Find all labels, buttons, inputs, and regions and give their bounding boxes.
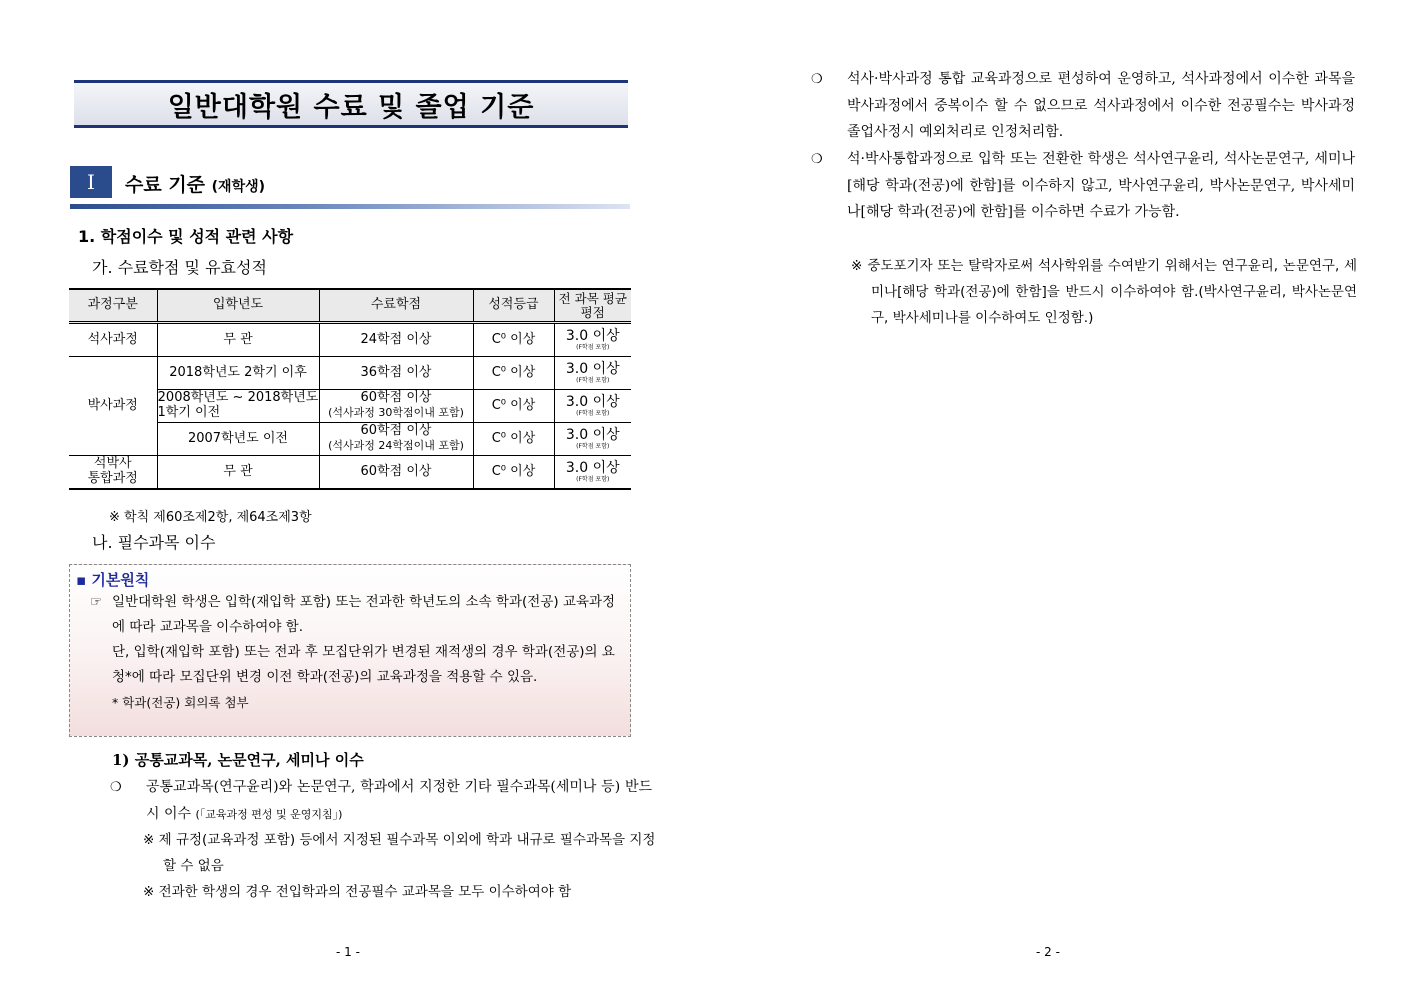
bullet-icon: ❍ <box>110 780 122 795</box>
cell-course-doctoral: 박사과정 <box>69 357 157 456</box>
principle-title: ▪ 기본원칙 <box>76 571 150 589</box>
gpa-value: 3.0 이상 <box>565 328 620 345</box>
gpa-note: (F학점 포함) <box>576 475 610 483</box>
bullet-icon: ❍ <box>811 152 823 167</box>
subheading-required-courses: 나. 필수과목 이수 <box>92 533 216 552</box>
cell-credits <box>319 390 473 423</box>
cell-grade: C⁰ 이상 <box>473 390 554 423</box>
right-bullet2-text: 석·박사통합과정으로 입학 또는 전환한 학생은 석사연구윤리, 석사논문연구, 세미나[해당 학과(전공)에 한함]를 이수하지 않고, 박사연구윤리, 박사논문연구, 박사세미나[해당 학과(전공)에 한함]를 이수하면 수료가 가능함. <box>847 151 1355 220</box>
heading-credits: 1. 학점이수 및 성적 관련 사항 <box>78 227 294 246</box>
right-bullet-integrated <box>811 66 1355 145</box>
heading-common-courses: 1) 공통교과목, 논문연구, 세미나 이수 <box>112 751 364 769</box>
principle-footnote: * 학과(전공) 회의록 첨부 <box>112 695 249 710</box>
section-divider <box>70 204 630 209</box>
note-required-rule: ※ 제 규정(교육과정 포함) 등에서 지정된 필수과목 이외에 학과 내규로 필수과목을 지정할 수 없음 <box>143 832 656 874</box>
course-line2: 통합과정 <box>87 471 138 486</box>
header-grade: 성적등급 <box>473 289 554 323</box>
right-bullet1-text: 석사·박사과정 통합 교육과정으로 편성하여 운영하고, 석사과정에서 이수한 과목을 박사과정에서 중복이수 할 수 없으므로 석사과정에서 이수한 전공필수는 박사과정 졸업사정시 예외처리로 인정처리함. <box>847 71 1355 140</box>
credits-note: (석사과정 24학점이내 포함) <box>328 439 464 452</box>
header-credits: 수료학점 <box>319 289 473 323</box>
gpa-note: (F학점 포함) <box>576 343 610 351</box>
right-bullet-transfer <box>811 146 1355 225</box>
cell-grade: C⁰ 이상 <box>473 456 554 490</box>
credits-note: (석사과정 30학점이내 포함) <box>328 406 464 419</box>
credits-value: 60학점 이상 <box>360 423 432 439</box>
completion-criteria-table <box>69 288 631 490</box>
table-row <box>69 357 631 390</box>
cell-year <box>157 390 319 423</box>
cell-year: 2007학년도 이전 <box>157 423 319 456</box>
subheading-credits-grades: 가. 수료학점 및 유효성적 <box>92 258 267 277</box>
cell-year: 무 관 <box>157 323 319 357</box>
bullet-text: 공통교과목(연구윤리)와 논문연구, 학과에서 지정한 기타 필수과목(세미나 등) 반드시 이수 <box>146 779 652 822</box>
cell-gpa <box>554 423 631 456</box>
section-number: Ⅰ <box>70 166 112 198</box>
course-line1: 석박사 <box>93 456 132 472</box>
gpa-value: 3.0 이상 <box>565 427 620 444</box>
section-subtitle: (재학생) <box>211 179 266 195</box>
bullet-icon: ❍ <box>811 72 823 87</box>
page-number-1: - 1 - <box>336 945 360 959</box>
cell-credits <box>319 423 473 456</box>
cell-credits: 60학점 이상 <box>319 456 473 490</box>
gpa-value: 3.0 이상 <box>565 460 620 477</box>
principle-line2: 단, 입학(재입학 포함) 또는 전과 후 모집단위가 변경된 재적생의 경우 학과(전공)의 요청*에 따라 모집단위 변경 이전 학과(전공)의 교육과정을 적용할 수 있음. <box>112 644 615 685</box>
cell-grade: C⁰ 이상 <box>473 423 554 456</box>
table-header-row <box>69 289 631 323</box>
principle-line1 <box>90 590 625 640</box>
gpa-value: 3.0 이상 <box>565 394 620 411</box>
right-note-dropout: ※ 중도포기자 또는 탈락자로써 석사학위를 수여받기 위해서는 연구윤리, 논문연구, 세미나[해당 학과(전공)에 한함]을 반드시 이수하여야 함.(박사연구윤리, 박사논문연구, 박사세미나를 이수하여도 인정함.) <box>851 258 1357 326</box>
cell-grade: C⁰ 이상 <box>473 323 554 357</box>
table-footnote: ※ 학칙 제60조제2항, 제64조제3항 <box>109 510 312 525</box>
principle-line1-text: 일반대학원 학생은 입학(재입학 포함) 또는 전과한 학년도의 소속 학과(전공) 교육과정에 따라 교과목을 이수하여야 함. <box>112 594 616 635</box>
gpa-note: (F학점 포함) <box>576 442 610 450</box>
gpa-note: (F학점 포함) <box>576 376 610 384</box>
credits-value: 60학점 이상 <box>360 390 432 406</box>
cell-gpa <box>554 357 631 390</box>
principle-text <box>90 590 625 715</box>
header-course: 과정구분 <box>69 289 157 323</box>
page-number-2: - 2 - <box>1036 945 1060 959</box>
table-row <box>69 456 631 490</box>
gpa-value: 3.0 이상 <box>565 361 620 378</box>
cell-gpa <box>554 390 631 423</box>
section-title <box>125 170 265 197</box>
cell-year: 2018학년도 2학기 이후 <box>157 357 319 390</box>
section-title-text: 수료 기준 <box>125 174 206 196</box>
cell-grade: C⁰ 이상 <box>473 357 554 390</box>
year-line1: 2008학년도 ~ 2018학년도 <box>157 390 319 406</box>
note-transfer-students: ※ 전과한 학생의 경우 전입학과의 전공필수 교과목을 모두 이수하여야 함 <box>143 884 572 900</box>
header-year: 입학년도 <box>157 289 319 323</box>
principle-box <box>69 564 631 737</box>
bullet-common-courses <box>110 774 652 828</box>
cell-credits: 24학점 이상 <box>319 323 473 357</box>
bullet-reference: (「교육과정 편성 및 운영지침」) <box>195 808 343 821</box>
year-line2: 1학기 이전 <box>157 405 221 420</box>
cell-gpa <box>554 456 631 490</box>
header-gpa: 전 과목 평균평점 <box>554 289 631 323</box>
cell-gpa <box>554 323 631 357</box>
cell-year: 무 관 <box>157 456 319 490</box>
cell-course: 석사과정 <box>69 323 157 357</box>
cell-course <box>69 456 157 490</box>
cell-credits: 36학점 이상 <box>319 357 473 390</box>
pointing-hand-icon: ☞ <box>90 594 103 610</box>
table-row <box>69 323 631 357</box>
gpa-note: (F학점 포함) <box>576 409 610 417</box>
document-title: 일반대학원 수료 및 졸업 기준 <box>167 91 535 123</box>
document-title-box <box>74 80 628 128</box>
